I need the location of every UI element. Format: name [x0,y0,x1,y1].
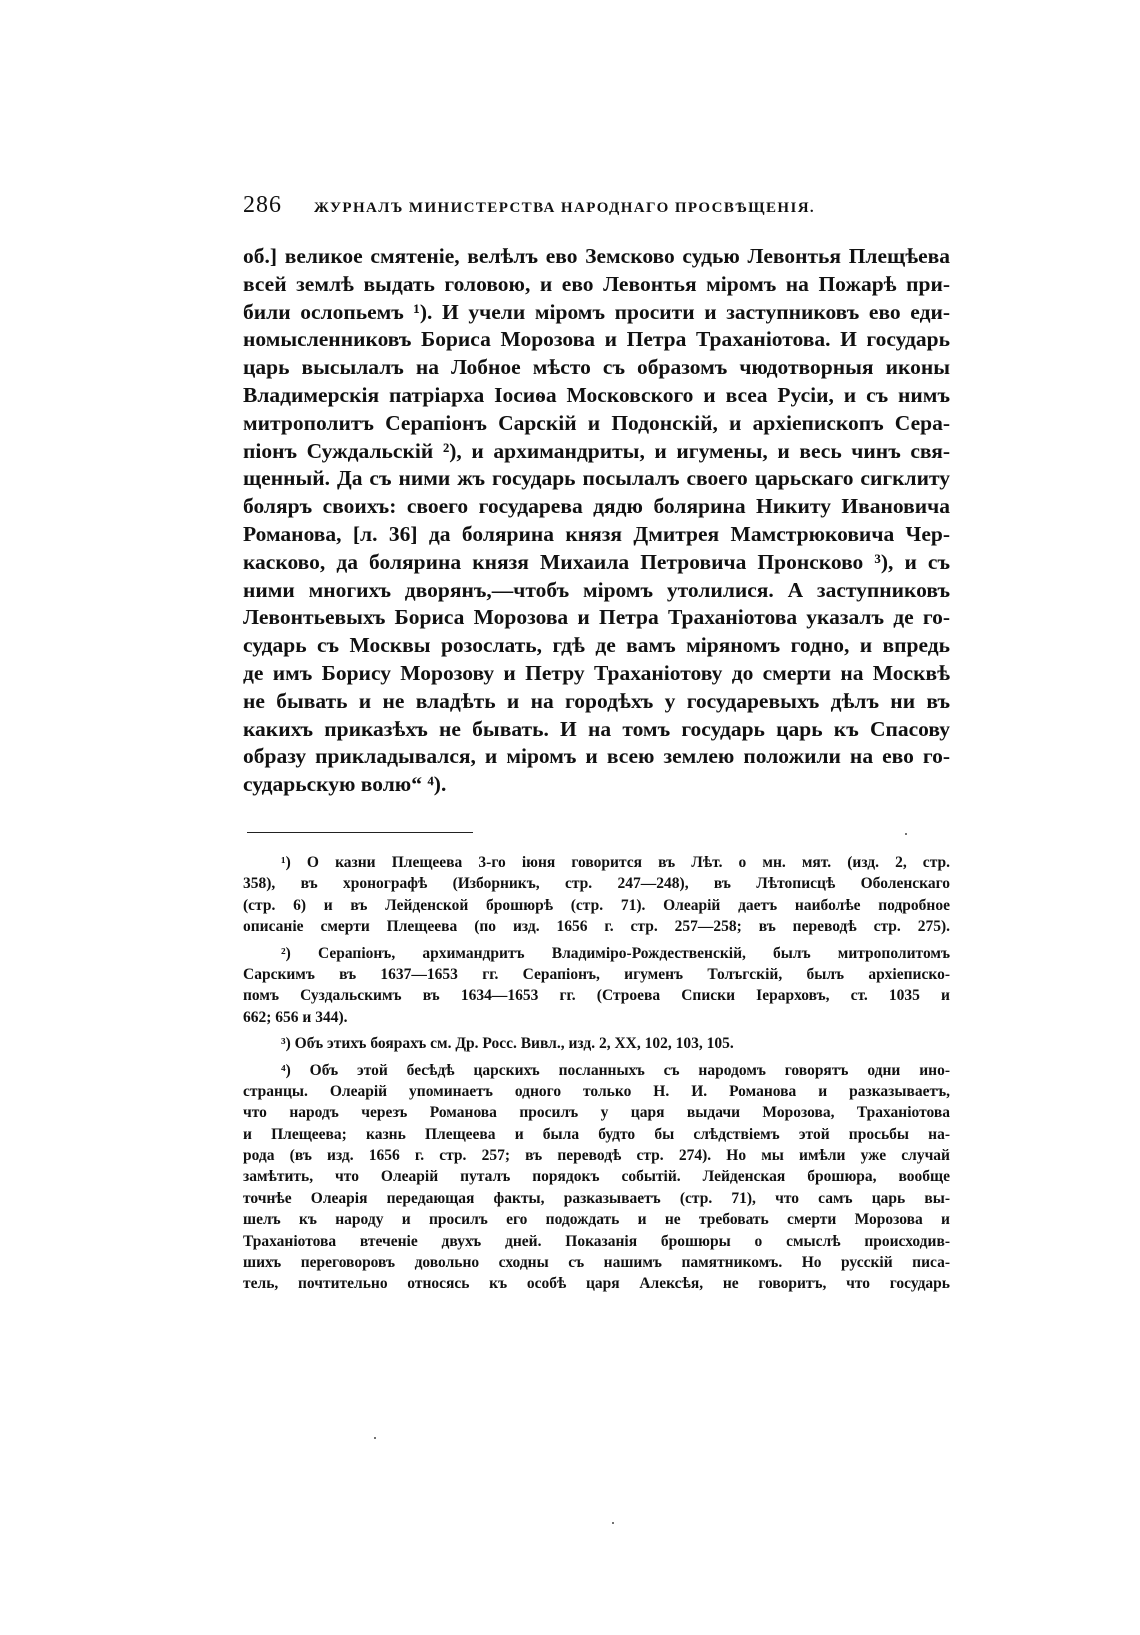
footnote-3 [243,1033,950,1054]
text-line: царь высылалъ на Лобное мѣсто съ образомъ чюдотворныя иконы [243,355,950,380]
footnote-line: описаніе смерти Плещеева (по изд. 1656 г. стр. 257—258; въ переводѣ стр. 275). [243,918,950,936]
footnote-line: странцы. Олеарій упоминаетъ одного только Н. И. Романова и разказываетъ, [243,1082,950,1100]
text-line: боляръ своихъ: своего государева дядю болярина Никиту Ивановича [243,494,950,519]
footnote-line: ⁴) Объ этой бесѣдѣ царскихъ посланныхъ съ народомъ говорятъ одни ино- [281,1061,950,1079]
footnote-line: тель, почтительно относясь къ особѣ царя Алексѣя, не говоритъ, что государь [243,1275,950,1293]
footnote-line: что народъ черезъ Романова просилъ у царя выдачи Морозова, Траханіотова [243,1104,950,1122]
footnote-line: точнѣе Олеарія передающая факты, разказываетъ (стр. 71), что самъ царь вы- [243,1189,950,1207]
footnote-separator [247,832,473,833]
text-line: номысленниковъ Бориса Морозова и Петра Траханіотова. И государь [243,327,950,352]
footnote-line: (стр. 6) и въ Лейденской брошюрѣ (стр. 71). Олеарій даетъ наиболѣе подробное [243,896,950,914]
text-line: Романова, [л. 36] да болярина князя Дмитрея Мамстрюковича Чер- [243,521,950,546]
footnote-line: 358), въ хронографѣ (Изборникъ, стр. 247—248), въ Лѣтописцѣ Оболенскаго [243,875,950,893]
running-title: ЖУРНАЛЪ МИНИСТЕРСТВА НАРОДНАГО ПРОСВѢЩЕНІЯ. [314,200,816,216]
text-line: касково, да болярина князя Михаила Петровича Пронсково ³), и съ [243,549,950,574]
text-line: Владимерскія патріарха Іосиѳа Московского и всеа Русіи, и съ нимъ [243,382,950,407]
text-line: не бывать и не владѣть и на городѣхъ у государевыхъ дѣлъ ни въ [243,688,950,713]
text-line: піонъ Суждальскій ²), и архимандриты, и игумены, и весь чинъ свя- [243,438,950,463]
footnote-line: Траханіотова втеченіе двухъ дней. Показанія брошюры о смыслѣ происходив- [243,1232,950,1250]
footnote-line: ¹) О казни Плещеева 3-го іюня говорится въ Лѣт. о мн. мят. (изд. 2, стр. [281,854,950,871]
footnote-line: замѣтить, что Олеарій путалъ порядокъ событій. Лейденская брошюра, вообще [243,1168,950,1186]
footnote-line: Сарскимъ въ 1637—1653 гг. Серапіонъ, игуменъ Толъгскій, былъ архіеписко- [243,965,950,983]
footnote-line: шелъ къ народу и просилъ его подождать и не требовать смерти Морозова и [243,1211,950,1229]
footnote-line: ³) Объ этихъ бояpахъ см. Др. Росс. Вивл., изд. 2, XX, 102, 103, 105. [281,1035,734,1053]
scan-speck [905,833,907,835]
text-line: образу прикладывался, и міромъ и всею землею положили на ево го- [243,744,950,769]
text-line: всей землѣ выдать головою, и ево Левонтья міромъ на Пожарѣ при- [243,271,950,296]
text-line: де имъ Борису Морозову и Петру Траханіотову до смерти на Москвѣ [243,660,950,685]
text-line: били ослопьемъ ¹). И учели міромъ просити и заступниковъ ево еди- [243,299,950,324]
footnote-line: рода (въ изд. 1656 г. стр. 257; въ переводѣ стр. 274). Но мы имѣли уже случай [243,1147,950,1165]
footnote-line: и Плещеева; казнь Плещеева и была будто бы слѣдствіемъ этой просьбы на- [243,1125,950,1143]
text-line: ними многихъ дворянъ,—чтобъ міромъ утолилися. А заступниковъ [243,577,950,602]
scan-speck [612,1522,614,1524]
text-line: Левонтьевыхъ Бориса Морозова и Петра Траханіотова указалъ де го- [243,605,950,630]
footnotes [243,852,950,1295]
footnote-line: помъ Суздальскимъ въ 1634—1653 гг. (Строева Списки Іерарховъ, ст. 1035 и [243,987,950,1005]
text-line: щенный. Да съ ними жъ государь посылалъ своего царьскаго сигклиту [243,466,950,491]
text-line: сударьскую волю“ ⁴). [243,772,447,797]
footnote-4 [243,1060,950,1295]
text-line: об.] великое смятеніе, велѣлъ ево Земсково судью Левонтья Плещѣева [243,244,950,268]
footnote-line: шихъ переговоровъ довольно сходны съ нашимъ памятникомъ. Но русскій писа- [243,1254,950,1272]
page-number: 286 [243,192,282,218]
footnote-line: 662; 656 и 344). [243,1008,348,1026]
footnote-1 [243,852,950,938]
running-header [243,192,963,220]
scan-speck [374,1437,376,1439]
text-line: сударь съ Москвы розослать, гдѣ де вамъ міряномъ годно, и впредь [243,633,950,658]
text-line: митрополитъ Серапіонъ Сарскій и Подонскій, и архіепископъ Сера- [243,410,950,435]
footnote-2 [243,943,950,1029]
main-text [243,243,950,799]
footnote-line: ²) Серапіонъ, архимандритъ Владиміро-Рождественскій, былъ митрополитомъ [281,944,950,962]
text-line: какихъ приказѣхъ не бывать. И на томъ государь царь къ Спасову [243,716,950,741]
